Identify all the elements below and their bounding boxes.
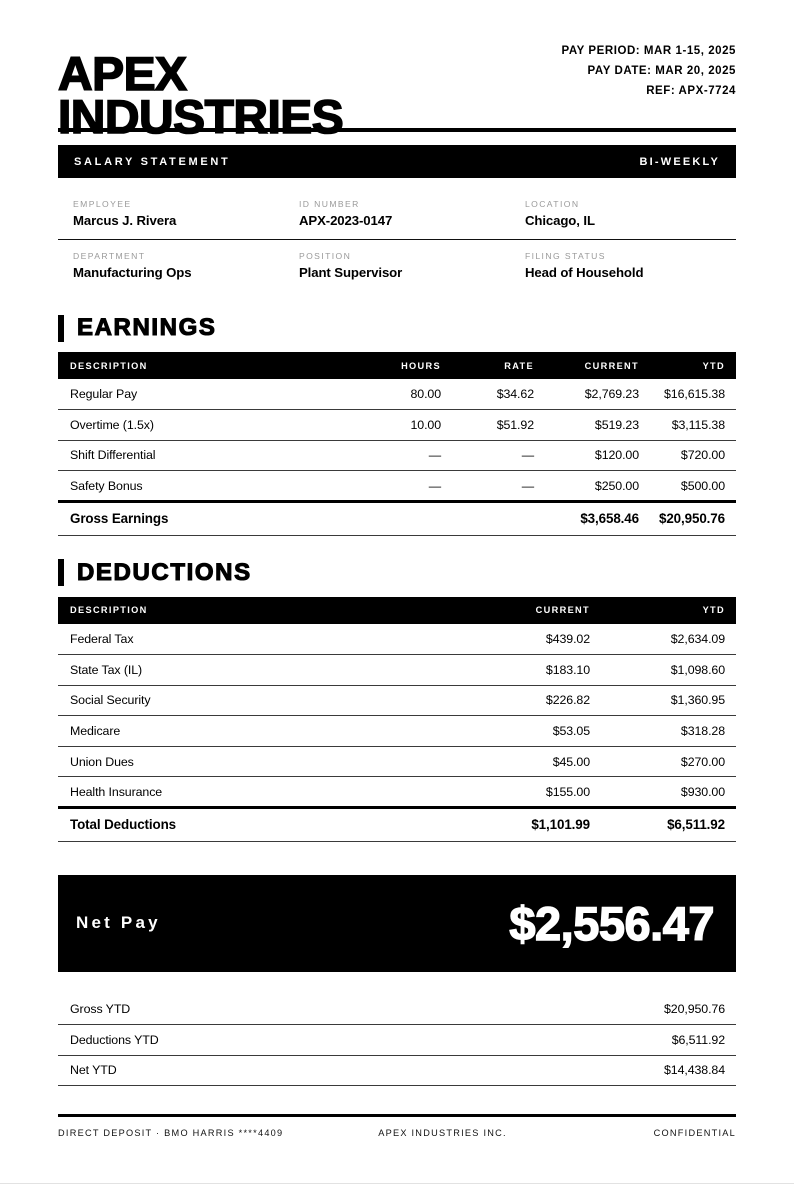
row-description: Safety Bonus <box>58 471 343 502</box>
summary-amount: $20,950.76 <box>478 994 736 1025</box>
table-row <box>58 1025 736 1056</box>
pay-meta <box>561 42 736 101</box>
table-row <box>58 777 736 808</box>
total-rate <box>441 501 534 535</box>
col-hours: HOURS <box>343 352 441 379</box>
row-ytd: $3,115.38 <box>639 410 736 441</box>
total-hours <box>343 501 441 535</box>
table-row <box>58 379 736 410</box>
company-name-line1: APEX <box>58 47 187 100</box>
row-ytd: $16,615.38 <box>639 379 736 410</box>
row-current: $439.02 <box>458 624 590 655</box>
total-current: $3,658.46 <box>534 501 639 535</box>
row-rate: $34.62 <box>441 379 534 410</box>
summary-amount: $14,438.84 <box>478 1055 736 1086</box>
field-value: Manufacturing Ops <box>73 265 192 280</box>
field-label: EMPLOYEE <box>73 199 132 209</box>
employee-info <box>58 195 736 291</box>
pay-frequency-badge: BI-WEEKLY <box>639 155 720 168</box>
deductions-table <box>58 597 736 842</box>
table-row <box>58 746 736 777</box>
footer-company: APEX INDUSTRIES INC. <box>378 1127 507 1138</box>
section-title: EARNINGS <box>77 314 217 341</box>
row-description: Overtime (1.5x) <box>58 410 343 441</box>
total-current: $1,101.99 <box>458 807 590 841</box>
company-name-line2: INDUSTRIES <box>58 90 344 144</box>
summary-label: Net YTD <box>58 1055 478 1086</box>
field-value: Chicago, IL <box>524 213 595 228</box>
pay-period: PAY PERIOD: MAR 1-15, 2025 <box>561 45 736 57</box>
table-row <box>58 716 736 747</box>
footer-confidential: CONFIDENTIAL <box>653 1127 736 1138</box>
field-id-number <box>284 199 510 228</box>
row-current: $250.00 <box>534 471 639 502</box>
col-current: CURRENT <box>534 352 639 379</box>
col-description: DESCRIPTION <box>58 352 343 379</box>
row-description: Medicare <box>58 716 458 747</box>
row-hours: 10.00 <box>343 410 441 441</box>
row-current: $45.00 <box>458 746 590 777</box>
field-label: ID NUMBER <box>298 199 360 209</box>
gross-earnings-row <box>58 501 736 535</box>
statement-banner <box>58 145 736 178</box>
table-row <box>58 1055 736 1086</box>
field-label: LOCATION <box>524 199 580 209</box>
total-label: Total Deductions <box>58 807 458 841</box>
statement-title: SALARY STATEMENT <box>74 155 231 168</box>
field-label: POSITION <box>298 251 352 261</box>
row-ytd: $318.28 <box>590 716 736 747</box>
payslip-sheet <box>58 0 736 1138</box>
row-ytd: $1,360.95 <box>590 685 736 716</box>
table-row <box>58 410 736 441</box>
row-description: Social Security <box>58 685 458 716</box>
field-employee <box>58 199 284 228</box>
table-row <box>58 994 736 1025</box>
net-pay-banner <box>58 875 736 972</box>
field-label: FILING STATUS <box>524 251 606 261</box>
row-description: Federal Tax <box>58 624 458 655</box>
section-title: DEDUCTIONS <box>77 558 252 586</box>
masthead <box>58 0 736 144</box>
field-value: Marcus J. Rivera <box>73 213 177 228</box>
total-label: Gross Earnings <box>58 501 343 535</box>
row-ytd: $500.00 <box>639 471 736 502</box>
field-value: APX-2023-0147 <box>298 213 393 228</box>
field-value: Plant Supervisor <box>298 265 403 280</box>
footer-direct-deposit: DIRECT DEPOSIT · BMO HARRIS ****4409 <box>58 1127 284 1138</box>
row-ytd: $930.00 <box>590 777 736 808</box>
earnings-heading <box>58 313 736 343</box>
table-row <box>58 624 736 655</box>
row-rate: — <box>441 471 534 502</box>
section-accent-bar <box>58 559 64 586</box>
row-description: State Tax (IL) <box>58 654 458 685</box>
earnings-header-row <box>58 352 736 379</box>
summary-label: Deductions YTD <box>58 1025 478 1056</box>
section-accent-bar <box>58 315 64 342</box>
row-ytd: $1,098.60 <box>590 654 736 685</box>
row-ytd: $270.00 <box>590 746 736 777</box>
earnings-table <box>58 352 736 536</box>
net-pay-amount: $2,556.47 <box>509 896 714 950</box>
row-description: Union Dues <box>58 746 458 777</box>
row-current: $155.00 <box>458 777 590 808</box>
row-description: Health Insurance <box>58 777 458 808</box>
col-ytd: YTD <box>590 597 736 624</box>
field-filing-status <box>510 251 736 280</box>
row-current: $53.05 <box>458 716 590 747</box>
net-pay-label: Net Pay <box>76 913 161 933</box>
field-value: Head of Household <box>524 265 644 280</box>
row-ytd: $2,634.09 <box>590 624 736 655</box>
row-current: $120.00 <box>534 440 639 471</box>
table-row <box>58 471 736 502</box>
row-description: Shift Differential <box>58 440 343 471</box>
summary-amount: $6,511.92 <box>478 1025 736 1056</box>
row-hours: — <box>343 440 441 471</box>
table-row <box>58 440 736 471</box>
ytd-summary <box>58 994 736 1086</box>
field-label: DEPARTMENT <box>73 251 146 261</box>
row-hours: 80.00 <box>343 379 441 410</box>
pay-reference: REF: APX-7724 <box>646 84 736 97</box>
field-position <box>284 251 510 280</box>
row-current: $519.23 <box>534 410 639 441</box>
employee-info-row <box>58 195 736 239</box>
deductions-header-row <box>58 597 736 624</box>
table-row <box>58 654 736 685</box>
col-ytd: YTD <box>639 352 736 379</box>
row-description: Regular Pay <box>58 379 343 410</box>
row-hours: — <box>343 471 441 502</box>
field-department <box>58 251 284 280</box>
total-ytd: $20,950.76 <box>639 501 736 535</box>
deductions-heading <box>58 558 736 588</box>
total-ytd: $6,511.92 <box>590 807 736 841</box>
row-ytd: $720.00 <box>639 440 736 471</box>
row-current: $226.82 <box>458 685 590 716</box>
ytd-summary-table <box>58 994 736 1086</box>
page-footer <box>58 1117 736 1138</box>
col-current: CURRENT <box>458 597 590 624</box>
pay-date: PAY DATE: MAR 20, 2025 <box>587 64 736 77</box>
summary-label: Gross YTD <box>58 994 478 1025</box>
total-deductions-row <box>58 807 736 841</box>
row-rate: $51.92 <box>441 410 534 441</box>
table-row <box>58 685 736 716</box>
row-rate: — <box>441 440 534 471</box>
employee-info-row <box>58 239 736 291</box>
row-current: $183.10 <box>458 654 590 685</box>
col-description: DESCRIPTION <box>58 597 458 624</box>
field-location <box>510 199 736 228</box>
col-rate: RATE <box>441 352 534 379</box>
row-current: $2,769.23 <box>534 379 639 410</box>
